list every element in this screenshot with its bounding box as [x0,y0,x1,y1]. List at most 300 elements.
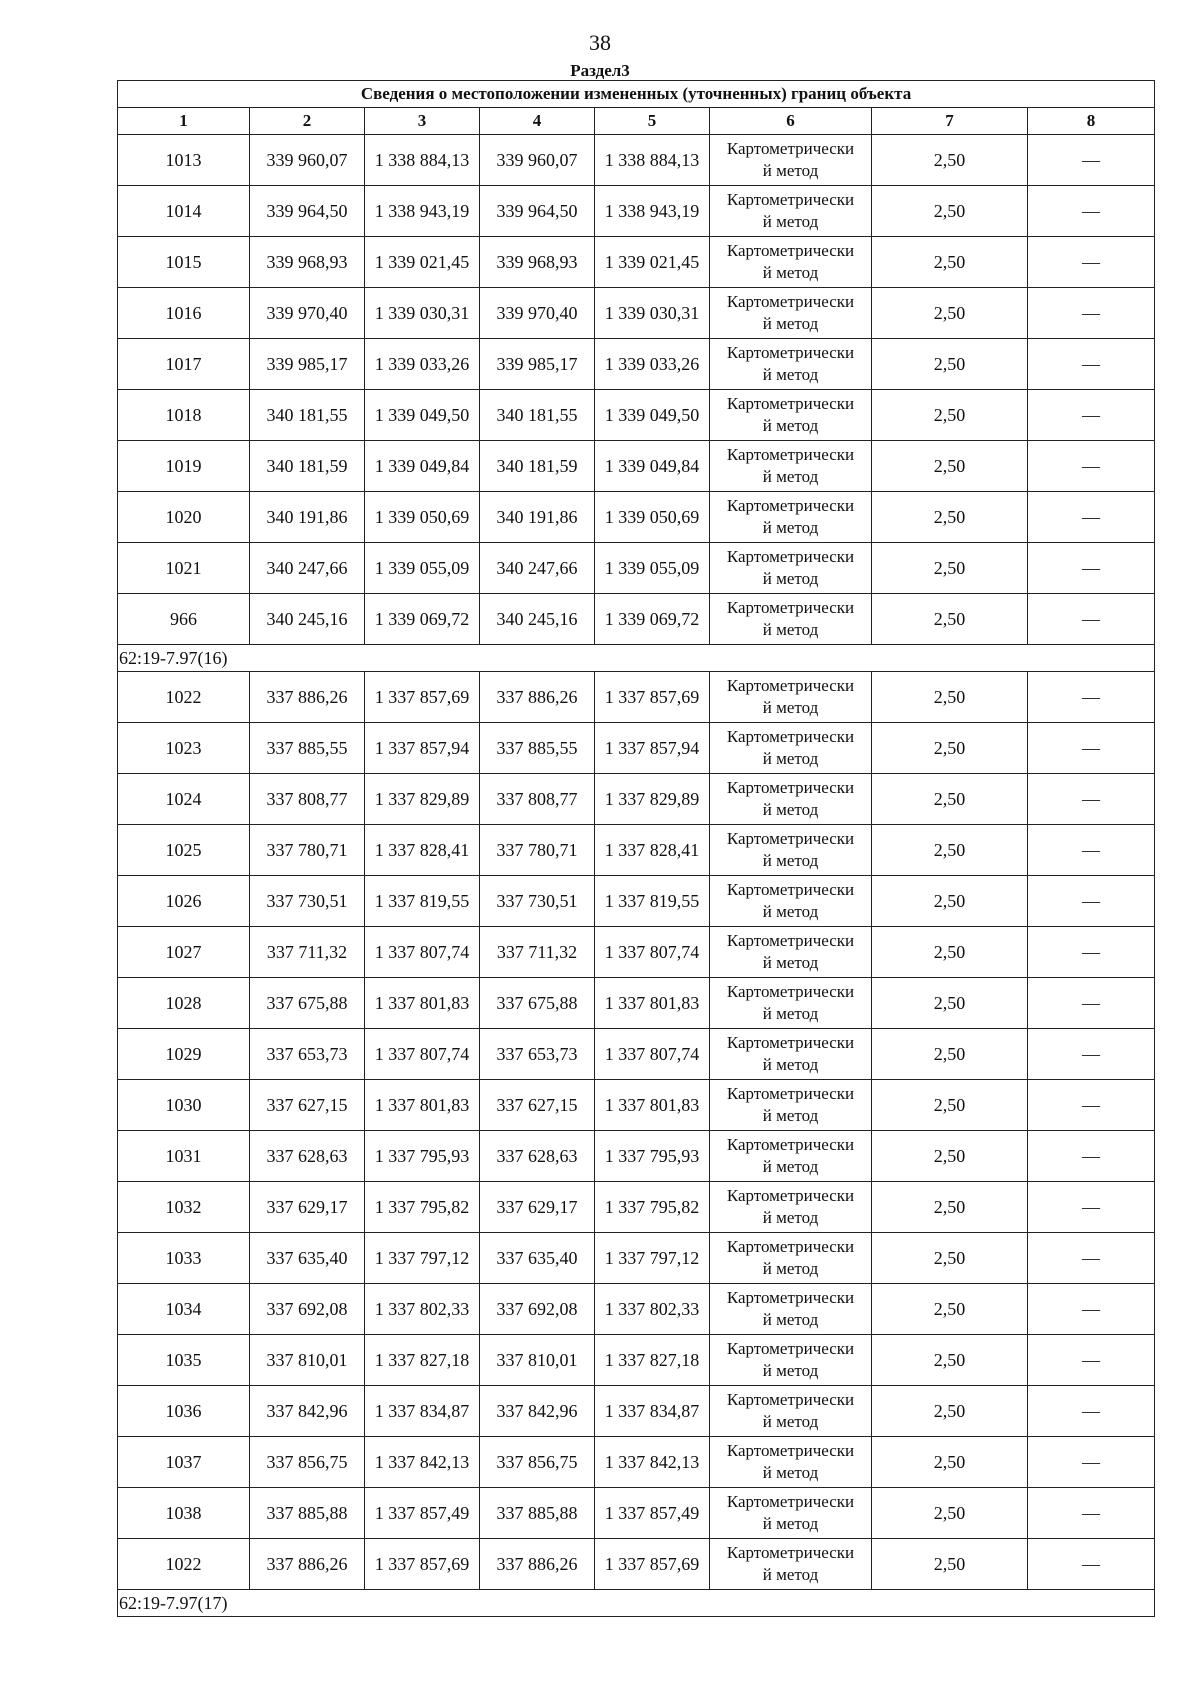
precision-cell: 2,50 [872,288,1028,339]
y-new-cell: 1 337 857,69 [595,672,710,723]
table-row [118,825,1155,876]
description-cell: — [1028,978,1155,1029]
parcel-subheader-row [118,1590,1155,1617]
precision-cell: 2,50 [872,825,1028,876]
x-existing-cell: 337 635,40 [250,1233,365,1284]
x-new-cell: 337 810,01 [480,1335,595,1386]
method-text-line1: Картометрически [726,547,855,566]
x-existing-cell: 337 628,63 [250,1131,365,1182]
y-existing-cell: 1 337 857,69 [365,1539,480,1590]
method-text-line2: й метод [762,212,819,231]
x-existing-cell: 337 653,73 [250,1029,365,1080]
y-new-cell: 1 337 795,82 [595,1182,710,1233]
y-new-cell: 1 338 943,19 [595,186,710,237]
x-existing-cell: 337 692,08 [250,1284,365,1335]
table-row [118,723,1155,774]
x-new-cell: 337 886,26 [480,1539,595,1590]
y-existing-cell: 1 339 055,09 [365,543,480,594]
point-number-cell: 1019 [118,441,250,492]
method-text-line2: й метод [762,953,819,972]
precision-cell: 2,50 [872,441,1028,492]
method-text-line1: Картометрически [726,343,855,362]
y-existing-cell: 1 337 819,55 [365,876,480,927]
y-existing-cell: 1 337 829,89 [365,774,480,825]
x-existing-cell: 337 627,15 [250,1080,365,1131]
description-cell: — [1028,288,1155,339]
point-number-cell: 1022 [118,672,250,723]
point-number-cell: 1027 [118,927,250,978]
table-row [118,1182,1155,1233]
y-existing-cell: 1 339 033,26 [365,339,480,390]
method-cell [710,492,872,543]
table-row [118,390,1155,441]
column-header-8: 8 [1028,108,1155,135]
y-new-cell: 1 337 834,87 [595,1386,710,1437]
y-existing-cell: 1 337 857,49 [365,1488,480,1539]
y-new-cell: 1 337 857,69 [595,1539,710,1590]
table-body [118,135,1155,1617]
precision-cell: 2,50 [872,186,1028,237]
method-cell [710,1335,872,1386]
description-cell: — [1028,1386,1155,1437]
y-new-cell: 1 337 827,18 [595,1335,710,1386]
method-cell [710,135,872,186]
y-new-cell: 1 337 801,83 [595,978,710,1029]
x-new-cell: 337 629,17 [480,1182,595,1233]
point-number-cell: 1030 [118,1080,250,1131]
y-existing-cell: 1 337 797,12 [365,1233,480,1284]
description-cell: — [1028,1539,1155,1590]
x-existing-cell: 337 810,01 [250,1335,365,1386]
point-number-cell: 1015 [118,237,250,288]
point-number-cell: 966 [118,594,250,645]
y-new-cell: 1 338 884,13 [595,135,710,186]
method-text-line1: Картометрически [726,190,855,209]
table-row [118,978,1155,1029]
x-new-cell: 337 886,26 [480,672,595,723]
table-row [118,237,1155,288]
y-existing-cell: 1 337 857,94 [365,723,480,774]
method-text-line2: й метод [762,1055,819,1074]
description-cell: — [1028,543,1155,594]
precision-cell: 2,50 [872,1233,1028,1284]
precision-cell: 2,50 [872,876,1028,927]
point-number-cell: 1031 [118,1131,250,1182]
description-cell: — [1028,1131,1155,1182]
precision-cell: 2,50 [872,543,1028,594]
x-existing-cell: 339 960,07 [250,135,365,186]
precision-cell: 2,50 [872,774,1028,825]
point-number-cell: 1014 [118,186,250,237]
x-existing-cell: 340 191,86 [250,492,365,543]
method-text-line2: й метод [762,518,819,537]
x-existing-cell: 337 780,71 [250,825,365,876]
x-existing-cell: 337 675,88 [250,978,365,1029]
y-existing-cell: 1 337 807,74 [365,927,480,978]
method-text-line2: й метод [762,1412,819,1431]
x-existing-cell: 340 247,66 [250,543,365,594]
x-new-cell: 337 842,96 [480,1386,595,1437]
point-number-cell: 1022 [118,1539,250,1590]
point-number-cell: 1013 [118,135,250,186]
point-number-cell: 1017 [118,339,250,390]
point-number-cell: 1036 [118,1386,250,1437]
point-number-cell: 1034 [118,1284,250,1335]
method-text-line2: й метод [762,1004,819,1023]
x-existing-cell: 337 842,96 [250,1386,365,1437]
method-text-line2: й метод [762,800,819,819]
table-row [118,1233,1155,1284]
description-cell: — [1028,135,1155,186]
method-cell [710,186,872,237]
table-row [118,594,1155,645]
precision-cell: 2,50 [872,1539,1028,1590]
method-text-line1: Картометрически [726,1237,855,1256]
method-cell [710,1182,872,1233]
x-new-cell: 337 628,63 [480,1131,595,1182]
point-number-cell: 1023 [118,723,250,774]
description-cell: — [1028,876,1155,927]
method-text-line2: й метод [762,1361,819,1380]
x-new-cell: 337 780,71 [480,825,595,876]
y-new-cell: 1 337 807,74 [595,1029,710,1080]
description-cell: — [1028,1437,1155,1488]
x-new-cell: 337 635,40 [480,1233,595,1284]
x-new-cell: 337 885,55 [480,723,595,774]
method-text-line1: Картометрически [726,1339,855,1358]
description-cell: — [1028,186,1155,237]
precision-cell: 2,50 [872,237,1028,288]
y-existing-cell: 1 339 069,72 [365,594,480,645]
y-new-cell: 1 337 802,33 [595,1284,710,1335]
column-header-3: 3 [365,108,480,135]
y-new-cell: 1 337 819,55 [595,876,710,927]
point-number-cell: 1028 [118,978,250,1029]
precision-cell: 2,50 [872,1284,1028,1335]
method-text-line2: й метод [762,569,819,588]
table-row [118,1131,1155,1182]
y-existing-cell: 1 337 828,41 [365,825,480,876]
parcel-id-label: 62:19-7.97(17) [118,1590,1155,1617]
y-existing-cell: 1 337 857,69 [365,672,480,723]
x-existing-cell: 337 808,77 [250,774,365,825]
y-new-cell: 1 337 857,49 [595,1488,710,1539]
method-text-line2: й метод [762,1565,819,1584]
precision-cell: 2,50 [872,390,1028,441]
x-new-cell: 337 885,88 [480,1488,595,1539]
x-existing-cell: 337 885,88 [250,1488,365,1539]
precision-cell: 2,50 [872,1131,1028,1182]
precision-cell: 2,50 [872,135,1028,186]
method-text-line2: й метод [762,1514,819,1533]
y-new-cell: 1 337 807,74 [595,927,710,978]
method-cell [710,1131,872,1182]
method-text-line1: Картометрически [726,598,855,617]
column-header-4: 4 [480,108,595,135]
point-number-cell: 1038 [118,1488,250,1539]
parcel-subheader-row [118,645,1155,672]
precision-cell: 2,50 [872,723,1028,774]
y-existing-cell: 1 337 827,18 [365,1335,480,1386]
precision-cell: 2,50 [872,1488,1028,1539]
description-cell: — [1028,1182,1155,1233]
method-text-line2: й метод [762,1157,819,1176]
method-cell [710,1029,872,1080]
method-text-line1: Картометрически [726,982,855,1001]
method-text-line2: й метод [762,416,819,435]
table-row [118,1488,1155,1539]
y-existing-cell: 1 337 802,33 [365,1284,480,1335]
column-header-1: 1 [118,108,250,135]
description-cell: — [1028,492,1155,543]
table-row [118,1437,1155,1488]
y-new-cell: 1 339 050,69 [595,492,710,543]
precision-cell: 2,50 [872,339,1028,390]
column-header-2: 2 [250,108,365,135]
precision-cell: 2,50 [872,1182,1028,1233]
precision-cell: 2,50 [872,492,1028,543]
table-row [118,927,1155,978]
method-text-line2: й метод [762,1310,819,1329]
y-existing-cell: 1 338 943,19 [365,186,480,237]
y-new-cell: 1 339 049,50 [595,390,710,441]
y-existing-cell: 1 339 050,69 [365,492,480,543]
description-cell: — [1028,774,1155,825]
table-row [118,441,1155,492]
x-new-cell: 339 985,17 [480,339,595,390]
table-row [118,876,1155,927]
method-cell [710,876,872,927]
method-cell [710,774,872,825]
description-cell: — [1028,1488,1155,1539]
description-cell: — [1028,339,1155,390]
y-new-cell: 1 339 055,09 [595,543,710,594]
method-cell [710,339,872,390]
column-header-6: 6 [710,108,872,135]
precision-cell: 2,50 [872,672,1028,723]
description-cell: — [1028,237,1155,288]
point-number-cell: 1020 [118,492,250,543]
y-existing-cell: 1 339 049,84 [365,441,480,492]
method-text-line1: Картометрически [726,727,855,746]
method-text-line1: Картометрически [726,931,855,950]
precision-cell: 2,50 [872,1080,1028,1131]
y-existing-cell: 1 337 807,74 [365,1029,480,1080]
x-existing-cell: 337 629,17 [250,1182,365,1233]
point-number-cell: 1016 [118,288,250,339]
description-cell: — [1028,723,1155,774]
description-cell: — [1028,927,1155,978]
method-text-line2: й метод [762,365,819,384]
method-text-line2: й метод [762,263,819,282]
table-row [118,492,1155,543]
table-row [118,672,1155,723]
page-number: 38 [589,30,611,55]
y-new-cell: 1 337 795,93 [595,1131,710,1182]
method-text-line1: Картометрически [726,676,855,695]
description-cell: — [1028,1029,1155,1080]
x-new-cell: 337 711,32 [480,927,595,978]
x-existing-cell: 337 885,55 [250,723,365,774]
point-number-cell: 1021 [118,543,250,594]
method-text-line2: й метод [762,1463,819,1482]
table-row [118,543,1155,594]
x-new-cell: 337 808,77 [480,774,595,825]
description-cell: — [1028,1233,1155,1284]
x-existing-cell: 339 970,40 [250,288,365,339]
y-existing-cell: 1 337 801,83 [365,978,480,1029]
description-cell: — [1028,1284,1155,1335]
x-existing-cell: 337 886,26 [250,1539,365,1590]
method-text-line1: Картометрически [726,1186,855,1205]
point-number-cell: 1033 [118,1233,250,1284]
description-cell: — [1028,390,1155,441]
x-new-cell: 340 181,55 [480,390,595,441]
description-cell: — [1028,594,1155,645]
precision-cell: 2,50 [872,1029,1028,1080]
y-new-cell: 1 339 049,84 [595,441,710,492]
x-new-cell: 337 856,75 [480,1437,595,1488]
description-cell: — [1028,1080,1155,1131]
point-number-cell: 1018 [118,390,250,441]
precision-cell: 2,50 [872,1437,1028,1488]
method-text-line1: Картометрически [726,1441,855,1460]
y-existing-cell: 1 337 842,13 [365,1437,480,1488]
y-existing-cell: 1 339 021,45 [365,237,480,288]
method-text-line2: й метод [762,161,819,180]
coordinates-table [117,80,1155,1617]
x-new-cell: 337 675,88 [480,978,595,1029]
table-row [118,339,1155,390]
x-existing-cell: 339 968,93 [250,237,365,288]
x-new-cell: 337 692,08 [480,1284,595,1335]
y-existing-cell: 1 339 030,31 [365,288,480,339]
table-row [118,1029,1155,1080]
point-number-cell: 1029 [118,1029,250,1080]
description-cell: — [1028,441,1155,492]
method-text-line1: Картометрически [726,1543,855,1562]
column-header-7: 7 [872,108,1028,135]
table-row [118,774,1155,825]
method-text-line2: й метод [762,851,819,870]
method-text-line1: Картометрически [726,496,855,515]
point-number-cell: 1025 [118,825,250,876]
method-cell [710,390,872,441]
method-text-line2: й метод [762,1106,819,1125]
x-new-cell: 339 970,40 [480,288,595,339]
x-new-cell: 337 653,73 [480,1029,595,1080]
x-new-cell: 340 245,16 [480,594,595,645]
precision-cell: 2,50 [872,927,1028,978]
precision-cell: 2,50 [872,1386,1028,1437]
x-new-cell: 340 181,59 [480,441,595,492]
method-text-line2: й метод [762,749,819,768]
method-text-line1: Картометрически [726,139,855,158]
x-existing-cell: 337 856,75 [250,1437,365,1488]
x-new-cell: 337 730,51 [480,876,595,927]
x-existing-cell: 337 886,26 [250,672,365,723]
y-new-cell: 1 339 033,26 [595,339,710,390]
y-new-cell: 1 337 857,94 [595,723,710,774]
x-existing-cell: 340 245,16 [250,594,365,645]
x-existing-cell: 340 181,55 [250,390,365,441]
table-row [118,1080,1155,1131]
method-text-line2: й метод [762,1208,819,1227]
method-cell [710,1284,872,1335]
method-text-line1: Картометрически [726,445,855,464]
x-existing-cell: 340 181,59 [250,441,365,492]
x-new-cell: 339 960,07 [480,135,595,186]
x-new-cell: 340 247,66 [480,543,595,594]
description-cell: — [1028,1335,1155,1386]
y-new-cell: 1 337 801,83 [595,1080,710,1131]
method-text-line1: Картометрически [726,1492,855,1511]
x-existing-cell: 337 730,51 [250,876,365,927]
method-text-line1: Картометрически [726,1390,855,1409]
method-cell [710,1386,872,1437]
x-existing-cell: 339 964,50 [250,186,365,237]
method-cell [710,1488,872,1539]
y-existing-cell: 1 339 049,50 [365,390,480,441]
y-existing-cell: 1 337 834,87 [365,1386,480,1437]
y-existing-cell: 1 337 795,93 [365,1131,480,1182]
precision-cell: 2,50 [872,594,1028,645]
y-existing-cell: 1 338 884,13 [365,135,480,186]
method-cell [710,543,872,594]
x-existing-cell: 339 985,17 [250,339,365,390]
table-row [118,1386,1155,1437]
method-text-line2: й метод [762,902,819,921]
method-text-line2: й метод [762,1259,819,1278]
method-cell [710,672,872,723]
point-number-cell: 1035 [118,1335,250,1386]
section-title: Раздел3 [570,61,630,80]
x-new-cell: 340 191,86 [480,492,595,543]
method-cell [710,825,872,876]
method-text-line1: Картометрически [726,778,855,797]
column-header-5: 5 [595,108,710,135]
y-new-cell: 1 337 842,13 [595,1437,710,1488]
method-cell [710,1233,872,1284]
y-new-cell: 1 339 021,45 [595,237,710,288]
table-row [118,135,1155,186]
method-text-line1: Картометрически [726,1033,855,1052]
method-cell [710,927,872,978]
point-number-cell: 1024 [118,774,250,825]
table-row [118,288,1155,339]
method-text-line1: Картометрически [726,1135,855,1154]
method-cell [710,1437,872,1488]
method-text-line2: й метод [762,698,819,717]
method-cell [710,441,872,492]
method-cell [710,1539,872,1590]
description-cell: — [1028,672,1155,723]
y-new-cell: 1 337 797,12 [595,1233,710,1284]
point-number-cell: 1032 [118,1182,250,1233]
y-new-cell: 1 337 829,89 [595,774,710,825]
description-cell: — [1028,825,1155,876]
point-number-cell: 1037 [118,1437,250,1488]
y-existing-cell: 1 337 795,82 [365,1182,480,1233]
y-existing-cell: 1 337 801,83 [365,1080,480,1131]
method-cell [710,288,872,339]
method-cell [710,594,872,645]
precision-cell: 2,50 [872,1335,1028,1386]
method-text-line1: Картометрически [726,1084,855,1103]
precision-cell: 2,50 [872,978,1028,1029]
x-new-cell: 339 964,50 [480,186,595,237]
method-text-line1: Картометрически [726,880,855,899]
